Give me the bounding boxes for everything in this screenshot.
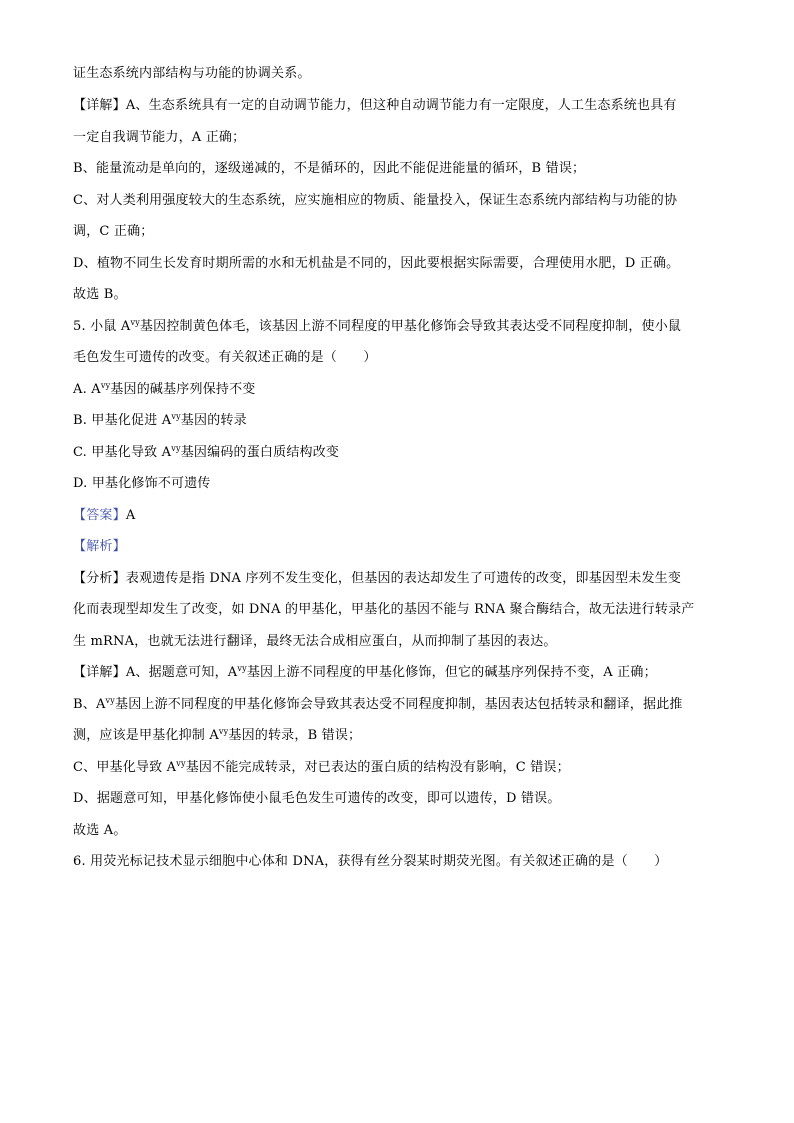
superscript: vy — [171, 412, 181, 421]
text-span: 基因编码的蛋白质结构改变 — [180, 445, 340, 460]
detail-line — [73, 726, 723, 746]
conclusion-line: 故选 A。 — [73, 823, 127, 838]
text-span: C. 甲基化导致 A — [73, 445, 172, 460]
superscript: vy — [105, 696, 115, 705]
option-b — [73, 411, 723, 431]
text-span: 基因的转录，B 错误； — [228, 728, 362, 743]
text-span: 基因上游不同程度的甲基化修饰，但它的碱基序列保持不变，A 正确； — [246, 665, 657, 680]
text-line: 调，C 正确； — [73, 224, 154, 239]
option-d: D. 甲基化修饰不可遗传 — [73, 476, 211, 491]
text-line: D、植物不同生长发育时期所需的水和无机盐是不同的，因此要根据实际需要，合理使用水肥，D 正确。 — [73, 256, 680, 271]
conclusion-line: 故选 B。 — [73, 287, 127, 302]
text-line — [73, 96, 723, 116]
text-span: B. 甲基化促进 A — [73, 413, 172, 428]
fenxi-label: 【分析】 — [73, 571, 126, 586]
analysis-label: 【解析】 — [73, 539, 126, 554]
text-span: 测，应该是甲基化抑制 A — [73, 728, 219, 743]
superscript: vy — [237, 664, 247, 673]
text-line: B、能量流动是单向的，逐级递减的，不是循环的，因此不能促进能量的循环，B 错误； — [73, 161, 586, 176]
text-line: 证生态系统内部结构与功能的协调关系。 — [73, 66, 311, 81]
detail-line: D、据题意可知，甲基化修饰使小鼠毛色发生可遗传的改变，即可以遗传，D 错误。 — [73, 791, 561, 806]
superscript: vy — [100, 381, 111, 390]
analysis-heading — [73, 537, 723, 557]
answer-value: A — [125, 508, 136, 523]
analysis-line: 生 mRNA，也就无法进行翻译，最终无法合成相应蛋白，从而抑制了基因的表达。 — [73, 634, 557, 649]
text-span: B、A — [73, 697, 106, 712]
text-span: A、据题意可知，A — [125, 665, 238, 680]
detail-label: 【详解】 — [73, 98, 126, 113]
detail-line — [73, 695, 723, 715]
answer-label: 【答案】 — [73, 508, 126, 523]
superscript: vy — [218, 727, 229, 736]
detail-line — [73, 758, 723, 778]
detail-line — [73, 663, 723, 683]
analysis-line — [73, 569, 723, 589]
option-c — [73, 443, 723, 463]
question-6-stem: 6. 用荧光标记技术显示细胞中心体和 DNA，获得有丝分裂某时期荧光图。有关叙述正确的是（ ） — [73, 854, 668, 869]
text-span: 基因的转录 — [180, 413, 247, 428]
detail-label: 【详解】 — [73, 665, 126, 680]
superscript: vy — [176, 759, 186, 768]
superscript: vy — [130, 318, 140, 327]
text-span: C、甲基化导致 A — [73, 760, 177, 775]
superscript: vy — [171, 444, 181, 453]
text-span: 表观遗传是指 DNA 序列不发生变化，但基因的表达却发生了可遗传的改变，即基因型未发生变 — [125, 571, 682, 586]
text-span: 基因不能完成转录，对已表达的蛋白质的结构没有影响，C 错误； — [185, 760, 570, 775]
answer-line — [73, 506, 723, 526]
analysis-line: 化而表现型却发生了改变，如 DNA 的甲基化，甲基化的基因不能与 RNA 聚合酶结合，故无法进行转录产 — [73, 602, 695, 617]
text-span: A、生态系统具有一定的自动调节能力，但这种自动调节能力有一定限度，人工生态系统也具有 — [125, 98, 677, 113]
text-span: 基因控制黄色体毛，该基因上游不同程度的甲基化修饰会导致其表达受不同程度抑制，使小鼠 — [139, 319, 682, 334]
option-a — [73, 380, 723, 400]
text-span: 5. 小鼠 A — [73, 319, 131, 334]
text-span: A. A — [73, 382, 101, 397]
text-span: 基因上游不同程度的甲基化修饰会导致其表达受不同程度抑制，基因表达包括转录和翻译，据此推 — [115, 697, 683, 712]
question-5-stem — [73, 317, 723, 337]
question-5-stem: 毛色发生可遗传的改变。有关叙述正确的是（ ） — [73, 350, 377, 365]
text-line: 一定自我调节能力，A 正确； — [73, 130, 246, 145]
text-line: C、对人类利用强度较大的生态系统，应实施相应的物质、能量投入，保证生态系统内部结构与功能的协 — [73, 193, 678, 208]
text-span: 基因的碱基序列保持不变 — [110, 382, 256, 397]
